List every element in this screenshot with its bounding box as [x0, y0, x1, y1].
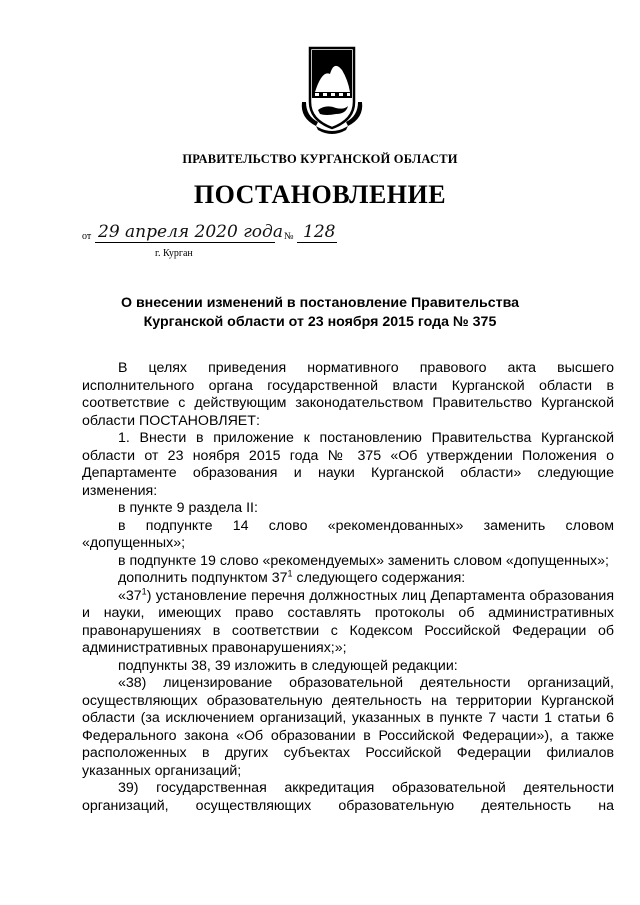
kurgan-coat-of-arms-icon — [296, 40, 368, 140]
date-underline — [95, 242, 275, 243]
add-37-text: дополнить подпунктом 37 — [118, 570, 288, 586]
superscript: 1 — [287, 568, 293, 579]
paragraph-subpoint-14: в подпункте 14 слово «рекомендованных» заменить словом «допущенных»; — [82, 517, 614, 551]
document-body — [82, 360, 614, 815]
city-label: г. Курган — [155, 248, 193, 259]
add-37-tail: следующего содержания: — [292, 570, 466, 586]
p37-head: «37 — [118, 587, 142, 604]
paragraph-39: 39) государственная аккредитация образовательной деятельности организаций, осуществляющих образовательную деятельность на — [82, 780, 614, 814]
paragraph-add-37-1 — [82, 570, 614, 588]
paragraph-item-1: 1. Внести в приложение к постановлению Правительства Курганской области от 23 ноября 2015 года № 375 «Об утверждении Положения о Департаменте образования и науки Курганской области» следующие изменения: — [82, 430, 614, 499]
paragraph-38: «38) лицензирование образовательной деятельности организаций, осуществляющих образовательную деятельность на территории Курганской области (за исключением организаций, указанных в пункте 7 части 1 статьи 6 Федерального закона «Об образовании в Российской Федерации»), а также расположенных в других субъектах Российской Федерации филиалов указанных организаций; — [82, 675, 614, 779]
p37-text: ) установление перечня должностных лиц Департамента образования и науки, имеющих право составлять протоколы об административных правонарушениях в соответствии с Кодексом Российской Федерации об административных правонарушениях;»; — [82, 587, 614, 656]
handwritten-number: 128 — [303, 222, 336, 242]
handwritten-date: 29 апреля 2020 года — [98, 222, 283, 242]
document-type: ПОСТАНОВЛЕНИЕ — [193, 180, 447, 209]
paragraph-preamble: В целях приведения нормативного правового акта высшего исполнительного органа государственной власти Курганской области в соответствие с действующим законодательством Правительство Курганской области ПОСТАНОВЛЯЕТ: — [82, 360, 614, 429]
from-label: от — [82, 231, 92, 242]
paragraph-point-9: в пункте 9 раздела II: — [118, 500, 258, 516]
number-label: № — [284, 231, 294, 242]
document-title — [0, 294, 640, 332]
number-underline — [297, 242, 337, 243]
title-line-1: О внесении изменений в постановление Правительства — [120, 295, 519, 311]
government-name: ПРАВИТЕЛЬСТВО КУРГАНСКОЙ ОБЛАСТИ — [182, 152, 458, 166]
paragraph-subpoint-19: в подпункте 19 слово «рекомендуемых» заменить словом «допущенных»; — [118, 552, 609, 569]
paragraph-37-1 — [82, 585, 614, 658]
superscript: 1 — [141, 585, 147, 596]
title-line-2: Курганской области от 23 ноября 2015 года № 375 — [143, 314, 497, 330]
paragraph-subpoints-38-39: подпункты 38, 39 изложить в следующей редакции: — [118, 657, 458, 674]
